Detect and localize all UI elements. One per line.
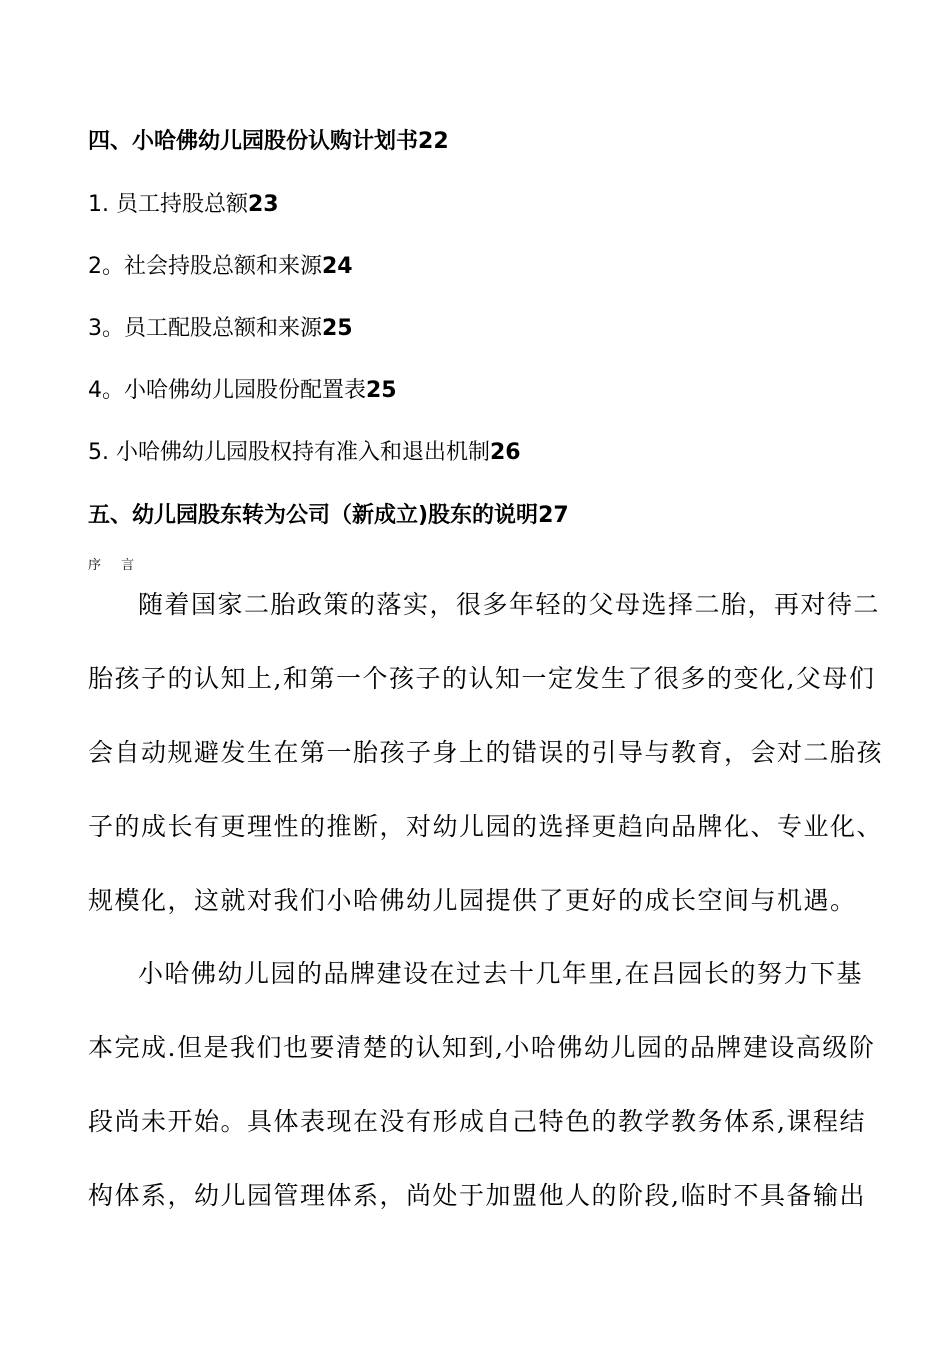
toc-entry-page: 25 — [322, 316, 353, 341]
toc-entry-4-2 — [88, 252, 353, 282]
toc-entry-page: 23 — [247, 192, 279, 217]
paragraph-1-line: 会自动规避发生在第一胎孩子身上的错误的引导与教育，会对二胎孩 — [88, 738, 884, 767]
toc-entry-page: 24 — [322, 254, 353, 279]
toc-entry-4-1 — [88, 190, 279, 220]
toc-entry-4-5 — [88, 438, 521, 468]
toc-entry-text: 四、小哈佛幼儿园股份认购计划书 — [88, 129, 419, 154]
toc-entry-text: 4。小哈佛幼儿园股份配置表 — [88, 378, 366, 403]
paragraph-2-line: 小哈佛幼儿园的品牌建设在过去十几年里,在吕园长的努力下基 — [138, 959, 863, 988]
paragraph-1-line: 规模化，这就对我们小哈佛幼儿园提供了更好的成长空间与机遇。 — [88, 886, 857, 915]
toc-entry-text: 五、幼儿园股东转为公司（新成立)股东的说明 — [88, 503, 539, 528]
paragraph-1-line: 胎孩子的认知上,和第一个孩子的认知一定发生了很多的变化,父母们 — [88, 664, 876, 693]
toc-entry-4-3 — [88, 314, 353, 344]
toc-entry-page: 25 — [366, 378, 397, 403]
toc-entry-4-4 — [88, 376, 397, 406]
toc-entry-section-5 — [88, 501, 569, 531]
toc-entry-page: 22 — [418, 129, 449, 154]
toc-entry-text: 3。员工配股总额和来源 — [88, 316, 322, 341]
preface-heading: 序 言 — [88, 558, 143, 573]
paragraph-1-line: 随着国家二胎政策的落实，很多年轻的父母选择二胎，再对待二 — [138, 590, 881, 619]
toc-entry-page: 26 — [490, 440, 521, 465]
toc-entry-section-4 — [88, 127, 449, 157]
paragraph-2-line: 构体系，幼儿园管理体系，尚处于加盟他人的阶段,临时不具备输出 — [88, 1181, 866, 1210]
toc-entry-page: 27 — [538, 503, 569, 528]
paragraph-1-line: 子的成长有更理性的推断，对幼儿园的选择更趋向品牌化、专业化、 — [88, 812, 884, 841]
paragraph-2-line: 段尚未开始。具体表现在没有形成自己特色的教学教务体系,课程结 — [88, 1107, 866, 1136]
toc-entry-text: 1. 员工持股总额 — [88, 192, 248, 217]
toc-entry-text: 2。社会持股总额和来源 — [88, 254, 322, 279]
paragraph-2-line: 本完成.但是我们也要清楚的认知到,小哈佛幼儿园的品牌建设高级阶 — [88, 1033, 876, 1062]
toc-entry-text: 5. 小哈佛幼儿园股权持有准入和退出机制 — [88, 440, 490, 465]
